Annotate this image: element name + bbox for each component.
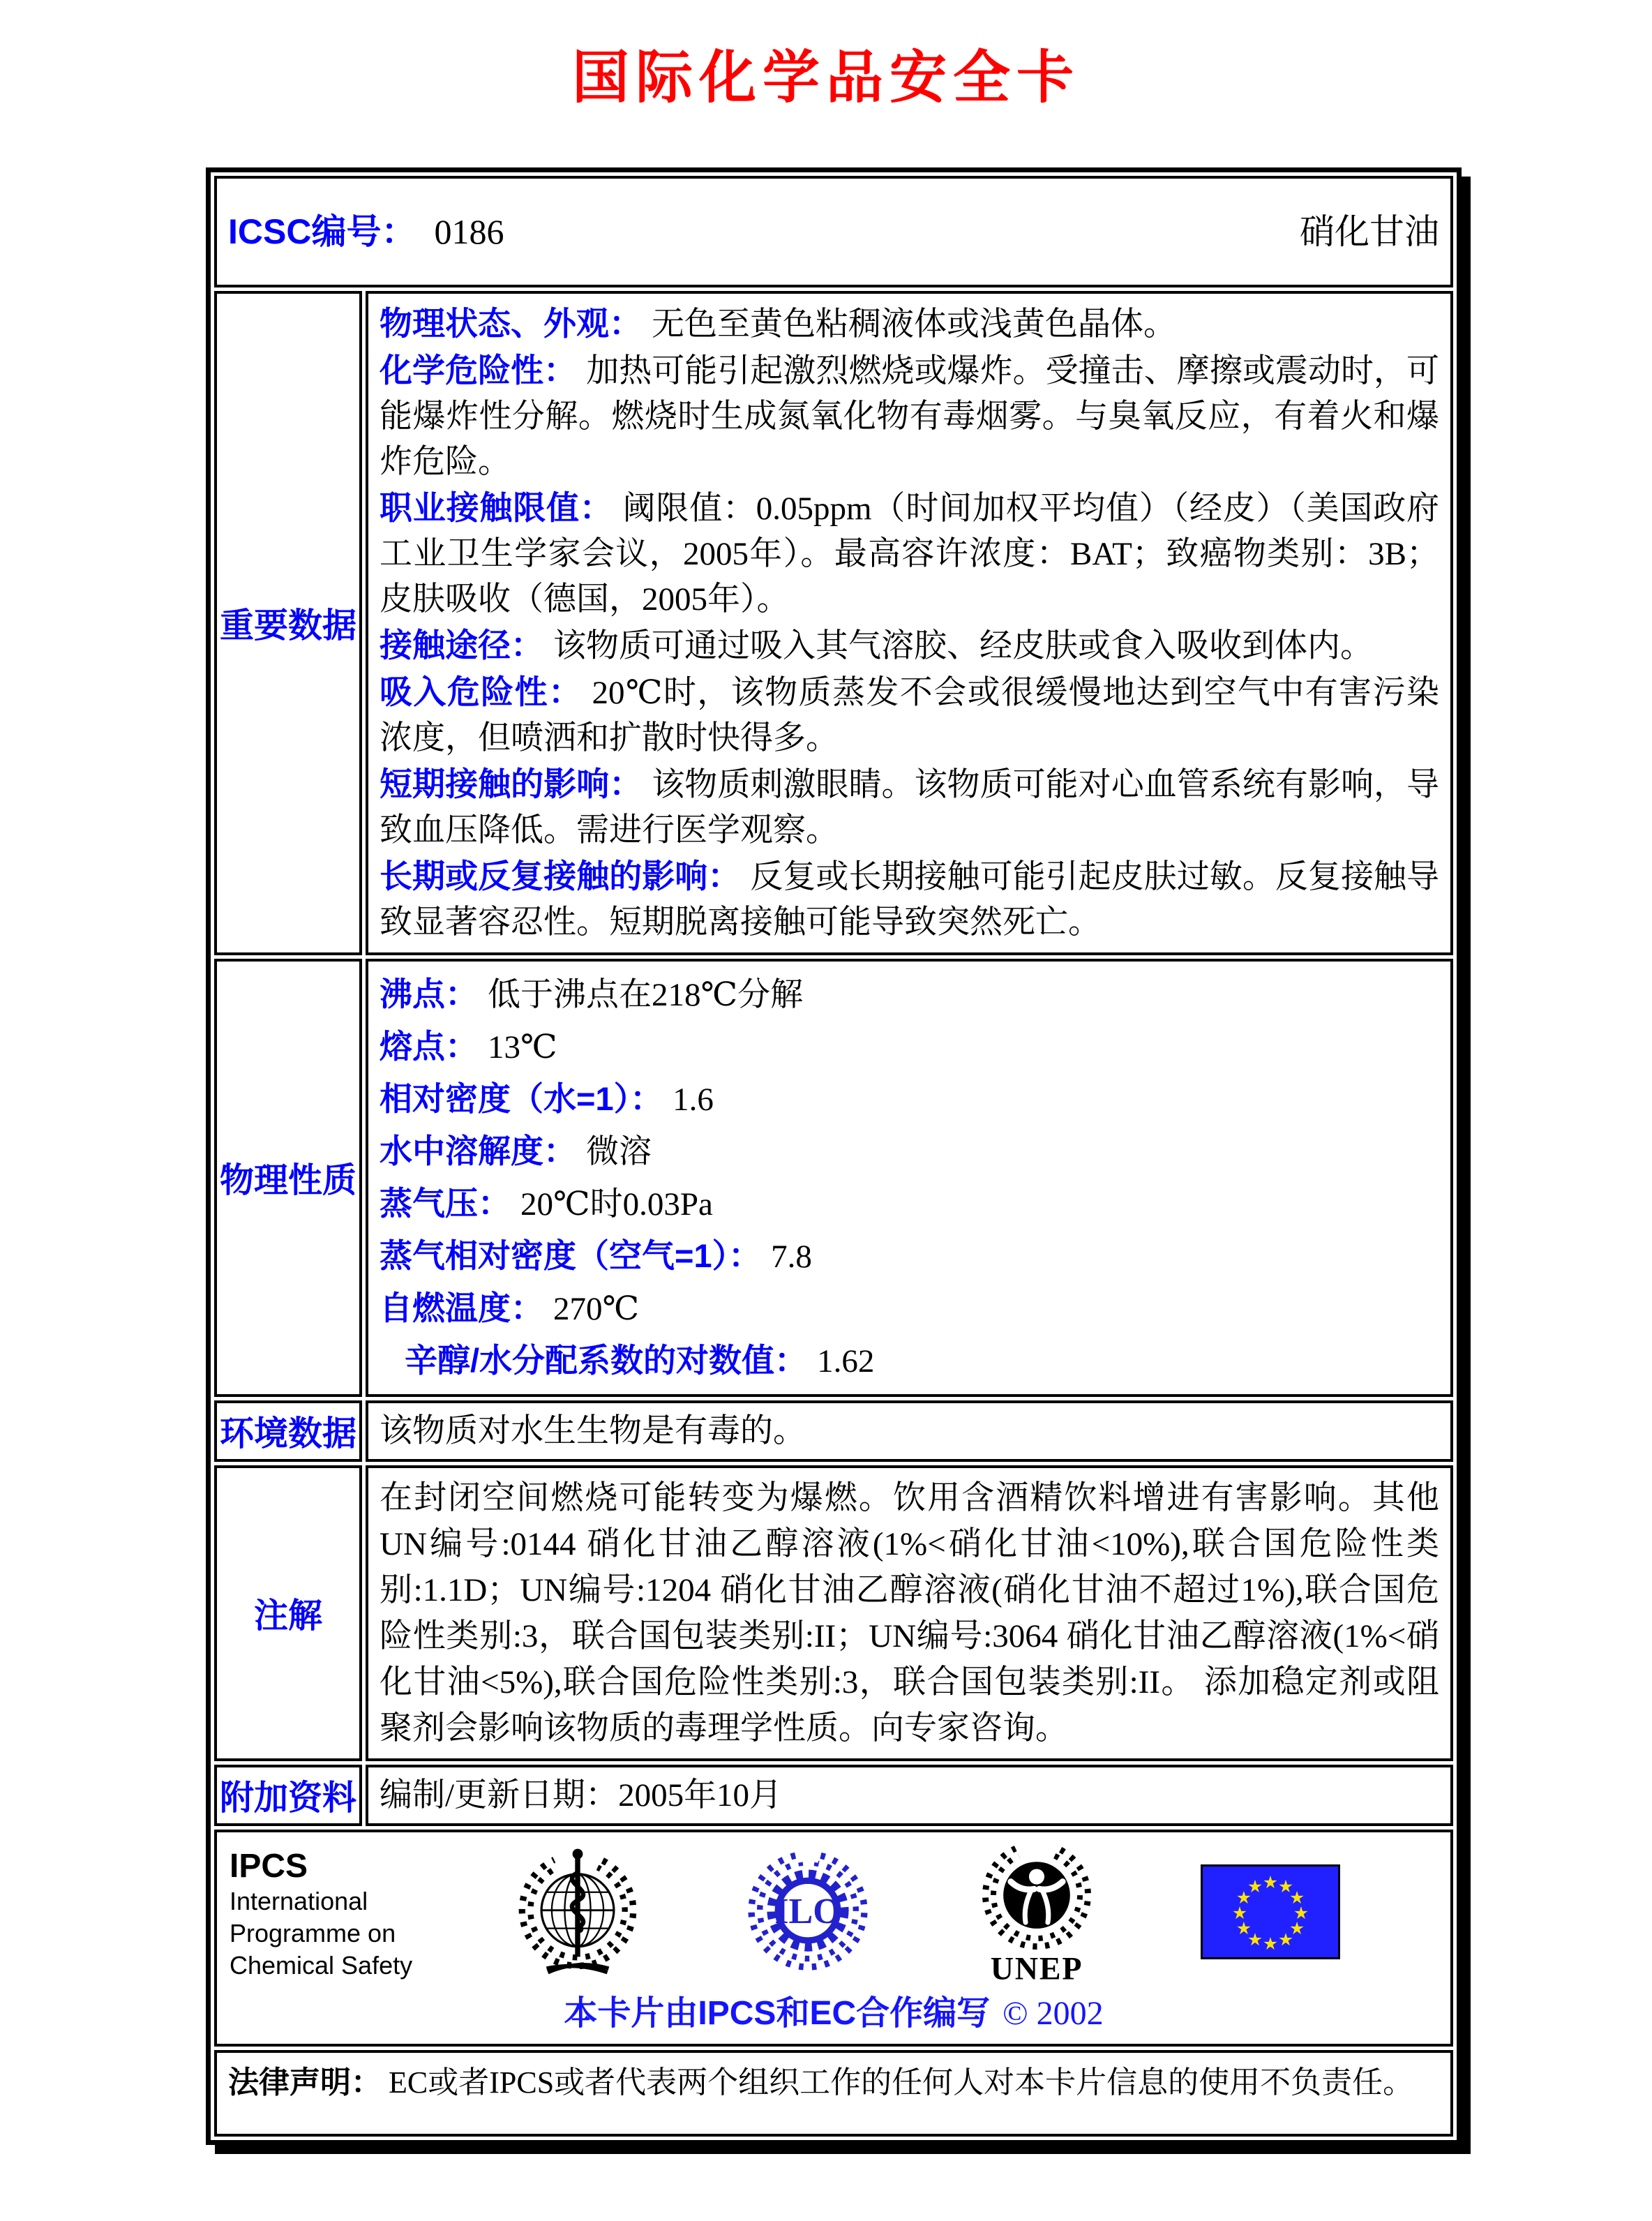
field-value: 7.8: [771, 1239, 812, 1275]
header-row: [214, 176, 1453, 287]
row-label-environmental-data: [214, 1400, 362, 1462]
credit-year: © 2002: [1003, 1995, 1104, 2032]
physical-property-item: [380, 1021, 1439, 1073]
field-label: 化学危险性：: [380, 352, 577, 389]
field-value: 1.6: [673, 1082, 714, 1118]
credit-line: [230, 1986, 1438, 2034]
row-label-text: 附加资料: [219, 1779, 356, 1817]
environmental-data-row: [214, 1400, 1453, 1462]
unep-logo-icon: [972, 1841, 1102, 1983]
field-label: 自燃温度：: [380, 1289, 543, 1326]
physical-property-item: [380, 1073, 1439, 1126]
page-title: 国际化学品安全卡: [571, 46, 1080, 110]
field-label: 短期接触的影响：: [380, 765, 643, 802]
field-label: 辛醇/水分配系数的对数值：: [405, 1342, 808, 1379]
row-label-important-data: [214, 291, 362, 955]
row-label-text: 物理性质: [219, 1162, 356, 1199]
icsc-number-value: 0186: [434, 212, 504, 251]
field-value: 270℃: [553, 1291, 640, 1327]
credit-text: 本卡片由IPCS和EC合作编写: [564, 1995, 991, 2032]
important-data-row: [214, 291, 1453, 955]
update-date-value: 2005年10月: [618, 1777, 783, 1814]
physical-property-item: [380, 1126, 1439, 1178]
legal-label: 法律声明：: [228, 2065, 382, 2100]
field-value: 20℃时，该物质蒸发不会或很缓慢地达到空气中有害污染浓度，但喷洒和扩散时快得多。: [380, 675, 1439, 756]
important-data-item: [380, 347, 1439, 485]
ipcs-text-block: [230, 1842, 412, 1982]
row-label-additional-info: [214, 1765, 362, 1826]
row-label-notes: [214, 1465, 362, 1761]
additional-info-content: [366, 1765, 1453, 1826]
field-label: 熔点：: [380, 1028, 478, 1065]
field-label: 蒸气相对密度（空气=1）：: [380, 1237, 762, 1274]
field-label: 沸点：: [380, 975, 478, 1012]
field-value: 20℃时0.03Pa: [520, 1186, 713, 1222]
chemical-name: 硝化甘油: [1300, 212, 1439, 251]
physical-property-item: [380, 1335, 1439, 1387]
row-label-text: 环境数据: [219, 1415, 356, 1453]
environmental-data-text: 该物质对水生生物是有毒的。: [380, 1413, 806, 1449]
notes-text: 在封闭空间燃烧可能转变为爆燃。饮用含酒精饮料增进有害影响。其他UN编号:0144 硝化甘油乙醇溶液(1%<硝化甘油<10%),联合国危险性类别:1.1D；UN编号:1204 硝化甘油乙醇溶液(硝化甘油不超过1%),联合国危险性类别:3，联合国包装类别:II；UN编号:3064 硝化甘油乙醇溶液(1%<硝化甘油<5%),联合国危险性类别:3，联合国包装类别:II。 添加稳定剂或阻聚剂会影响该物质的毒理学性质。向专家咨询。: [380, 1480, 1439, 1747]
important-data-item: [380, 853, 1439, 945]
field-value: 微溶: [586, 1134, 652, 1170]
ipcs-line-3: Chemical Safety: [230, 1951, 413, 1980]
ilo-logo-icon: [743, 1847, 873, 1977]
field-value: 加热可能引起激烈燃烧或爆炸。受撞击、摩擦或震动时，可能爆炸性分解。燃烧时生成氮氧化物有毒烟雾。与臭氧反应，有着火和爆炸危险。: [380, 353, 1440, 480]
logos-cell: [214, 1830, 1453, 2047]
important-data-content: [366, 291, 1453, 955]
important-data-item: [380, 485, 1439, 622]
logos-row: [214, 1830, 1453, 2047]
notes-content: [366, 1465, 1453, 1761]
field-value: 1.62: [817, 1343, 875, 1379]
icsc-number-label: ICSC编号：: [228, 212, 416, 251]
field-label: 蒸气压：: [380, 1185, 511, 1222]
who-logo-icon: [511, 1846, 644, 1978]
row-label-text: 注解: [253, 1597, 322, 1635]
field-label: 相对密度（水=1）：: [380, 1080, 663, 1117]
eu-flag-icon: [1201, 1864, 1340, 1959]
row-label-physical-properties: [214, 959, 362, 1397]
field-label: 接触途径：: [380, 627, 543, 664]
physical-property-item: [380, 1178, 1439, 1230]
physical-property-item: [380, 1230, 1439, 1283]
additional-info-row: [214, 1765, 1453, 1826]
header-cell: [214, 176, 1453, 287]
important-data-item: [380, 622, 1439, 669]
ilo-letters: ILO: [774, 1891, 841, 1931]
important-data-item: [380, 301, 1439, 347]
field-value: 该物质刺激眼睛。该物质可能对心血管系统有影响，导致血压降低。需进行医学观察。: [380, 767, 1440, 848]
notes-row: [214, 1465, 1453, 1761]
environmental-data-content: [366, 1400, 1453, 1462]
field-label: 吸入危险性：: [380, 673, 583, 710]
field-value: 阈限值：0.05ppm（时间加权平均值）（经皮）（美国政府工业卫生学家会议，2005年）。最高容许浓度：BAT；致癌物类别：3B；皮肤吸收（德国，2005年）。: [380, 491, 1440, 618]
row-label-text: 重要数据: [219, 607, 356, 645]
field-label: 物理状态、外观：: [380, 305, 642, 342]
field-value: 低于沸点在218℃分解: [488, 977, 804, 1013]
legal-row: [214, 2050, 1453, 2137]
physical-properties-row: [214, 959, 1453, 1397]
legal-cell: [214, 2050, 1453, 2137]
icsc-card: [206, 167, 1462, 2145]
field-value: 该物质可通过吸入其气溶胶、经皮肤或食入吸收到体内。: [553, 628, 1373, 664]
physical-properties-content: [366, 959, 1453, 1397]
unep-letters: UNEP: [990, 1950, 1083, 1983]
legal-text: EC或者IPCS或者代表两个组织工作的任何人对本卡片信息的使用不负责任。: [389, 2065, 1414, 2100]
logos-strip: [230, 1842, 1438, 1982]
field-label: 水中溶解度：: [380, 1132, 576, 1169]
field-value: 无色至黄色粘稠液体或浅黄色晶体。: [652, 306, 1176, 343]
update-date-label: 编制/更新日期：: [380, 1777, 619, 1814]
field-value: 13℃: [488, 1029, 557, 1065]
physical-property-item: [380, 969, 1439, 1021]
important-data-item: [380, 761, 1439, 853]
field-label: 职业接触限值：: [380, 489, 613, 526]
ipcs-line-1: International: [230, 1887, 368, 1915]
ipcs-title: IPCS: [230, 1848, 308, 1885]
physical-property-item: [380, 1283, 1439, 1335]
field-label: 长期或反复接触的影响：: [380, 858, 741, 895]
important-data-item: [380, 669, 1439, 761]
ipcs-line-2: Programme on: [230, 1919, 396, 1947]
field-value: 反复或长期接触可能引起皮肤过敏。反复接触导致显著容忍性。短期脱离接触可能导致突然死亡。: [380, 859, 1440, 941]
